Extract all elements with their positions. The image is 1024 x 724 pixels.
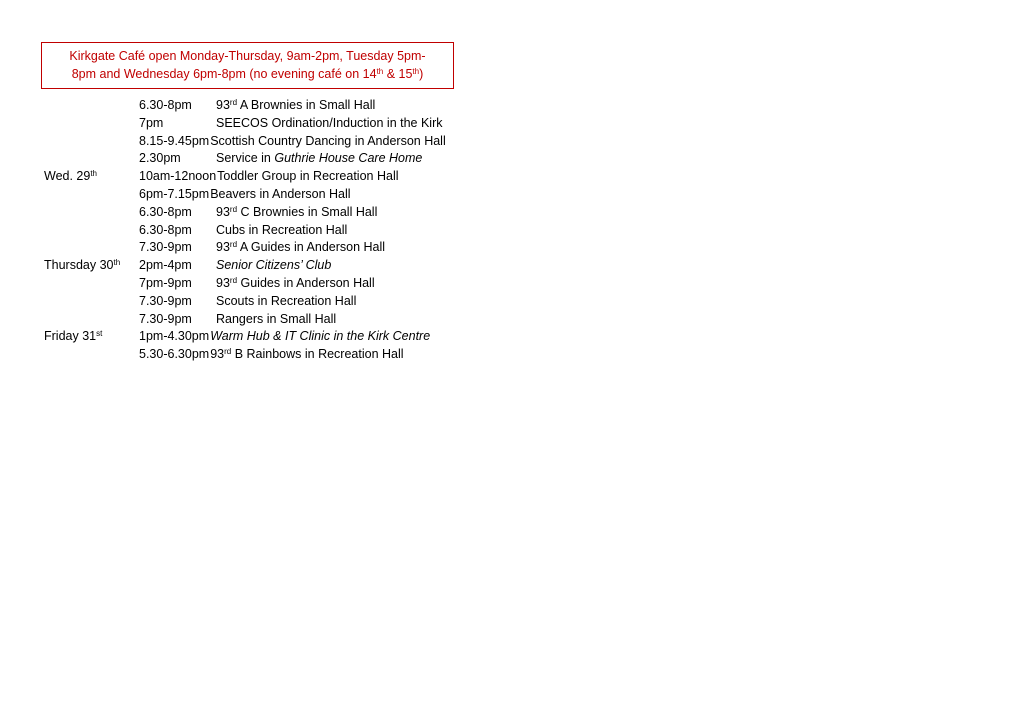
schedule-event-sup: rd <box>229 204 238 214</box>
schedule-day <box>44 328 102 346</box>
schedule-day <box>44 257 120 275</box>
schedule-row <box>44 275 564 293</box>
schedule-day-text: Friday 31 <box>44 329 97 344</box>
schedule-time: 6.30-8pm <box>139 98 192 112</box>
schedule-day-sup: th <box>113 258 121 268</box>
schedule-time: 2pm-4pm <box>139 258 192 273</box>
schedule-time: 7.30-9pm <box>139 240 192 255</box>
schedule-event-number: 93 <box>216 275 230 290</box>
schedule-row <box>44 204 564 222</box>
schedule-event <box>216 222 347 240</box>
cafe-notice-line-1: Kirkgate Café open Monday-Thursday, 9am-2pm, Tuesday 5pm- <box>69 49 426 63</box>
schedule-event-sup: rd <box>229 98 238 107</box>
schedule-event <box>216 204 377 222</box>
schedule-time: 7.30-9pm <box>139 311 192 326</box>
schedule-event-text: SEECOS Ordination/Induction in the Kirk <box>216 115 443 130</box>
schedule-event-text: Rangers in Small Hall <box>216 311 337 326</box>
schedule-event-text: Service in <box>216 151 275 166</box>
schedule-event <box>216 275 375 293</box>
schedule-event-sup: rd <box>229 240 238 250</box>
cafe-notice-text: & 15 <box>383 67 413 81</box>
schedule-time: 6pm-7.15pm <box>139 186 210 201</box>
schedule-time: 2.30pm <box>139 151 181 166</box>
schedule-time: 8.15-9.45pm <box>139 133 210 148</box>
schedule-event-text: Guides in Anderson Hall <box>237 275 375 290</box>
schedule-event-italic-text: Guthrie House Care Home <box>274 151 423 166</box>
schedule-event <box>216 150 422 168</box>
schedule-event-number: 93 <box>210 347 225 362</box>
schedule-event-text: Cubs in Recreation Hall <box>216 222 348 237</box>
schedule-event <box>217 168 398 186</box>
schedule-row <box>44 186 564 204</box>
schedule-event <box>210 186 350 204</box>
schedule-event-text: A Brownies in Small Hall <box>237 98 376 112</box>
cafe-notice-sup: th <box>376 67 384 76</box>
schedule-event-text: C Brownies in Small Hall <box>237 204 378 219</box>
schedule-event <box>216 311 336 329</box>
schedule-event-number: 93 <box>216 204 230 219</box>
schedule-event <box>216 97 375 115</box>
schedule-row <box>44 328 564 346</box>
schedule-event-text: Senior Citizens’ Club <box>216 258 332 273</box>
cafe-notice-box <box>41 42 454 89</box>
schedule-row <box>44 115 564 133</box>
schedule-event <box>216 257 331 275</box>
schedule-event-sup: rd <box>224 347 232 357</box>
schedule-event <box>216 239 385 257</box>
schedule-event-text: Toddler Group in Recreation Hall <box>217 169 399 184</box>
schedule-row <box>44 293 564 311</box>
schedule-row <box>44 257 564 275</box>
schedule-row <box>44 239 564 257</box>
schedule-row <box>44 222 564 240</box>
schedule-event <box>216 293 356 311</box>
schedule-row <box>44 311 564 329</box>
schedule-row <box>44 150 564 168</box>
schedule-time: 1pm-4.30pm <box>139 329 210 344</box>
schedule-event <box>210 133 446 151</box>
schedule-row <box>44 133 564 151</box>
schedule-time: 7pm-9pm <box>139 275 192 290</box>
cafe-notice-sup: th <box>412 67 420 76</box>
schedule-time: 6.30-8pm <box>139 204 192 219</box>
schedule-event-text: A Guides in Anderson Hall <box>237 240 386 255</box>
schedule-day-sup: st <box>96 329 103 339</box>
cafe-notice-text: 8pm and Wednesday 6pm-8pm (no evening café on 14 <box>71 67 377 81</box>
schedule-row <box>44 97 564 115</box>
schedule-time: 10am-12noon <box>139 169 217 184</box>
schedule-time: 5.30-6.30pm <box>139 347 210 362</box>
schedule-time: 7.30-9pm <box>139 293 192 308</box>
schedule-event <box>210 346 403 364</box>
schedule-day-text: Wed. 29 <box>44 169 91 184</box>
schedule-day-sup: th <box>90 169 97 179</box>
schedule-event-number: 93 <box>216 98 230 112</box>
schedule-day-text: Thursday 30 <box>44 258 114 273</box>
schedule-row <box>44 346 564 364</box>
schedule-event-text: Scottish Country Dancing in Anderson Hall <box>210 133 446 148</box>
schedule-time: 7pm <box>139 115 164 130</box>
schedule-event-text: Scouts in Recreation Hall <box>216 293 357 308</box>
schedule-event-text: Beavers in Anderson Hall <box>210 186 351 201</box>
schedule-time: 6.30-8pm <box>139 222 192 237</box>
cafe-notice-line-2 <box>42 65 453 83</box>
schedule-event-text: Warm Hub & IT Clinic in the Kirk Centre <box>210 329 431 344</box>
cafe-notice-text: ) <box>419 67 424 81</box>
schedule-event-number: 93 <box>216 240 230 255</box>
schedule-event <box>210 328 430 346</box>
schedule-list <box>44 97 564 364</box>
schedule-event <box>216 115 443 133</box>
schedule-day <box>44 168 97 186</box>
schedule-event-text: B Rainbows in Recreation Hall <box>231 347 404 362</box>
schedule-event-sup: rd <box>229 275 238 285</box>
schedule-row <box>44 168 564 186</box>
